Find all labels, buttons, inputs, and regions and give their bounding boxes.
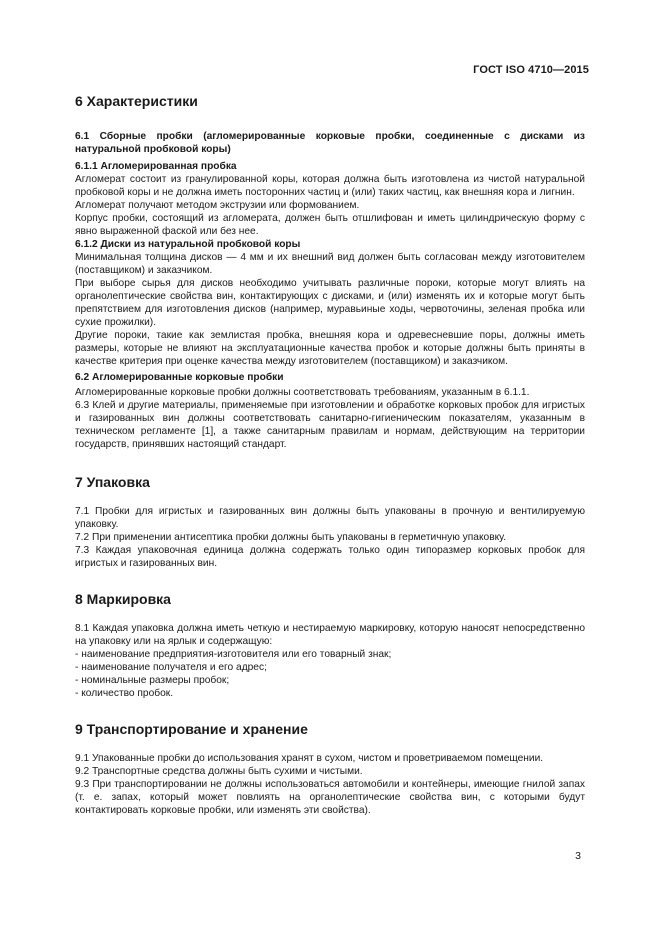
paragraph: 9.2 Транспортные средства должны быть сухими и чистыми. [75,766,363,777]
list-item: - наименование предприятия-изготовителя или его товарный знак; [75,649,392,660]
document-id: ГОСТ ISO 4710—2015 [473,64,589,76]
paragraph: Агломерированные корковые пробки должны соответствовать требованиям, указанным в 6.1.1. [75,387,530,398]
paragraph: 7.3 Каждая упаковочная единица должна содержать только один типоразмер корковых пробок для игристых и газированных вин. [75,545,585,569]
paragraph: 7.1 Пробки для игристых и газированных вин должны быть упакованы в прочную и вентилируемую упаковку. [75,506,585,530]
paragraph: 6.3 Клей и другие материалы, применяемые при изготовлении и обработке корковых пробок для игристых и газированных вин должны соответствовать санитарно-гигиеническим показателям, указанным в техническом регламенте [1], а также санитарным правилам и нормам, действующим на территории государств, принявших настоящий стандарт. [75,400,585,450]
paragraph: 8.1 Каждая упаковка должна иметь четкую и нестираемую маркировку, которую наносят непосредственно на упаковку или на ярлык и содержащую: [75,623,585,647]
paragraph: 9.3 При транспортировании не должны использоваться автомобили и контейнеры, имеющие гнилой запах (т. е. запах, который может повлиять на органолептические свойства вин, с которыми будут контактировать корковые пробки, или изменять эти свойства). [75,779,585,816]
section-6-title: 6 Характеристики [75,93,198,109]
paragraph: Корпус пробки, состоящий из агломерата, должен быть отшлифован и иметь цилиндрическую форму с явно выраженной фаской или без нее. [75,213,585,237]
paragraph: 7.2 При применении антисептика пробки должны быть упакованы в герметичную упаковку. [75,532,507,543]
paragraph: Агломерат состоит из гранулированной коры, которая должна быть изготовлена из чистой натуральной пробковой коры и не должна иметь посторонних частиц и (или) таких частиц, как внешняя кора и лигнин. [75,174,585,198]
list-item: - наименование получателя и его адрес; [75,662,267,673]
section-6-1-2-title: 6.1.2 Диски из натуральной пробковой коры [75,239,301,250]
paragraph: Другие пороки, такие как землистая пробка, внешняя кора и одревесневшие поры, должны иметь размеры, которые не влияют на эксплуатационные качества пробок и которые должны быть приняты в качестве критерия при оценке качества между изготовителем (поставщиком) и заказчиком. [75,330,585,367]
paragraph: Агломерат получают методом экструзии или формованием. [75,200,360,211]
paragraph: 9.1 Упакованные пробки до использования хранят в сухом, чистом и проветриваемом помещении. [75,753,544,764]
section-8-title: 8 Маркировка [75,591,171,607]
list-item: - количество пробок. [75,688,174,699]
section-6-2-title: 6.2 Агломерированные корковые пробки [75,372,284,383]
section-9-title: 9 Транспортирование и хранение [75,721,308,737]
document-body [75,92,585,817]
paragraph: Минимальная толщина дисков — 4 мм и их внешний вид должен быть согласован между изготовителем (поставщиком) и заказчиком. [75,252,585,276]
section-6-1-title: 6.1 Сборные пробки (агломерированные корковые пробки, соединенные с дисками из натуральной пробковой коры) [75,131,585,155]
marking-list [75,648,585,700]
section-6-1-1-title: 6.1.1 Агломерированная пробка [75,161,237,172]
page-number: 3 [575,850,581,862]
section-7-title: 7 Упаковка [75,474,150,490]
list-item: - номинальные размеры пробок; [75,675,230,686]
paragraph: При выборе сырья для дисков необходимо учитывать различные пороки, которые могут влиять на органолептические свойства вин, контактирующих с дисками, и (или) изменять их и которые могут быть препятствием для изготовления дисков (например, муравьиные ходы, червоточины, зеленая пробка или сухие прожилки). [75,278,585,328]
